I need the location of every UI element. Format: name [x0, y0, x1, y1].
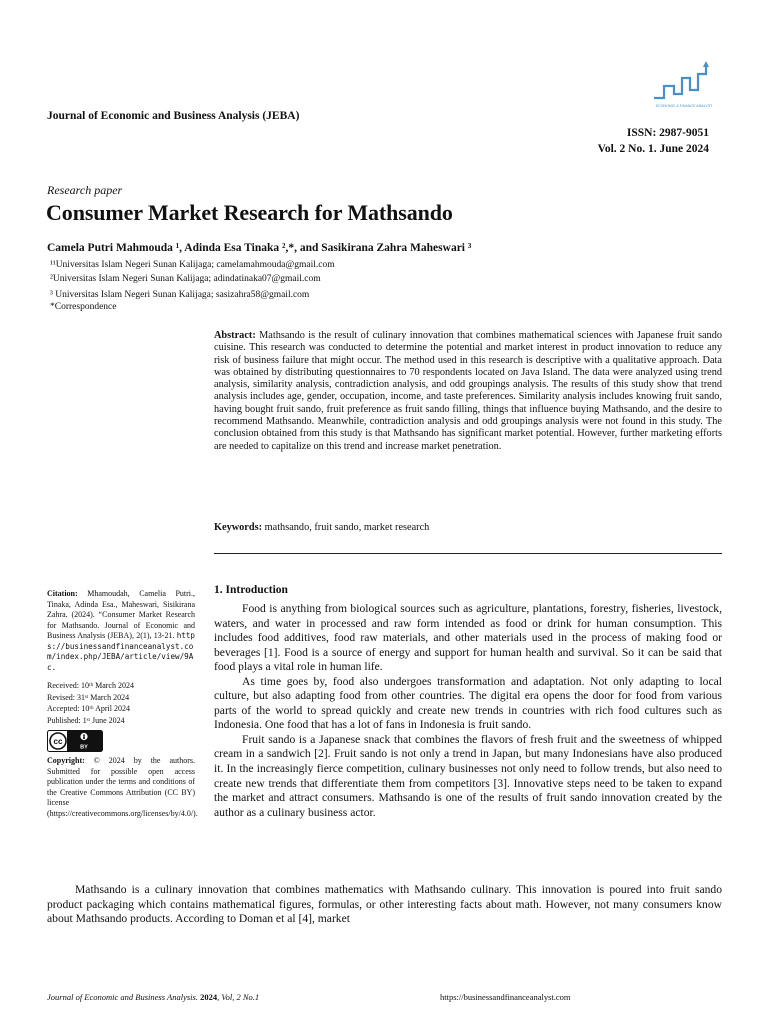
volume-issue: Vol. 2 No. 1. June 2024 [597, 143, 709, 155]
keywords [214, 522, 722, 533]
abstract-label: Abstract: [214, 330, 256, 341]
paragraph-2: As time goes by, food also undergoes transformation and adaptation. Not only adapting to local culture, but also adapting food from other countries. The digital era opens the door for food from various parts of the world to spread quickly and create new trends in countries with rich food cultures such as Indonesia. One food that has a lot of fans in Indonesia is fruit sando. [214, 674, 722, 732]
article-type: Research paper [47, 183, 123, 197]
abstract [214, 330, 722, 453]
published-date: Published: 1ˢᵗ June 2024 [47, 715, 125, 725]
copyright-label: Copyright: [47, 756, 85, 765]
cc-by-license-icon[interactable] [47, 730, 103, 752]
citation-link[interactable]: https://businessandfinanceanalyst.com/index.php/JEBA/article/view/9Ac. [47, 631, 195, 672]
citation-text: Mhamoudah, Camelia Putri., Tinaka, Adinda Esa., Maheswari, Sisikirana Zahra. (2024). “Consumer Market Research for Mathsando. Journal of Economic and Business Analysis (JEBA), 2(1), 13-21. [47, 589, 195, 640]
logo-caption: ECONOMIC & FINANCE ANALYST [655, 104, 713, 108]
paragraph-1: Food is anything from biological sources such as agriculture, plantations, forestry, fisheries, livestock, waters, and water in processed and raw form intended as food or drink for human consumption. This includes food additives, food raw materials, and other materials used in the process of making food or beverages [1]. Food is a source of energy and support for human health and survival. So it can be said that food plays a vital role in human life. [214, 602, 722, 674]
footer-journal: Journal of Economic and Business Analysis. [47, 992, 198, 1002]
journal-name: Journal of Economic and Business Analysis (JEBA) [47, 110, 300, 122]
article-dates [47, 680, 195, 726]
cc-by-text: BY [80, 744, 88, 751]
correspondence-note: *Correspondence [50, 302, 117, 312]
svg-text:cc: cc [53, 737, 63, 746]
body-text [214, 602, 722, 820]
abstract-text: Mathsando is the result of culinary innovation that combines mathematical sciences with Japanese fruit sando cuisine. This research was conducted to determine the potential and market interest in product innovation to reduce any risk of business failure that might occur. The method used in this research is descriptive with a qualitative approach. Data was obtained by distributing questionnaires to 70 respondents located on Java Island. The data were analyzed using trend analysis, similarity analysis, contradiction analysis, and odd groupings analysis. The results of this study show that trend analysis includes age, gender, occupation, income, and taste preferences. Similarity analysis includes knowing fruit sando, having bought fruit sando, fruit preference as fruit sando filling, things that influence buying Mathsando, and the desire to recommend Mathsando. Meanwhile, contradiction analysis and odd groupings analysis were not found in this study. The conclusion obtained from this study is that Mathsando has significant market potential. However, further marketing efforts are needed to capitalize on this trend and increase market penetration. [214, 330, 722, 452]
authors: Camela Putri Mahmouda ¹, Adinda Esa Tinaka ²,*, and Sasikirana Zahra Maheswari ³ [47, 242, 472, 254]
keywords-text: mathsando, fruit sando, market research [262, 522, 430, 533]
copyright [47, 756, 198, 819]
footer-year: 2024 [197, 992, 218, 1002]
revised-date: Revised: 31ˢᵗ March 2024 [47, 692, 130, 702]
paper-title: Consumer Market Research for Mathsando [46, 200, 453, 225]
issn: ISSN: 2987-9051 [626, 127, 709, 139]
received-date: Received: 10ᵗʰ March 2024 [47, 681, 134, 690]
footer-volume: , Vol, 2 No.1 [217, 992, 260, 1002]
affiliation-3: ³ Universitas Islam Negeri Sunan Kalijaga; sasizahra58@gmail.com [50, 290, 310, 300]
keywords-label: Keywords: [214, 522, 263, 533]
paragraph-4: Mathsando is a culinary innovation that combines mathematics with Mathsando culinary. This innovation is poured into fruit sando product packaging which contains mathematical figures, formulas, or other interesting facts about math. However, not many consumers know about Mathsando products. According to Doman et al [4], market [47, 883, 722, 926]
paragraph-3: Fruit sando is a Japanese snack that combines the flavors of fresh fruit and the sweetness of whipped cream in a sandwich [2]. Fruit sando is not only a trend in Japan, but many Indonesians have also produced it. In the increasingly fierce competition, culinary businesses not only need to follow trends, but also need to create new trends that differentiate them from competitors [3]. Innovative steps need to be taken to expand the market and attract consumers. Mathsando is one of the results of fruit sando innovation created by the author as a culinary business actor. [214, 732, 722, 819]
citation [47, 589, 195, 673]
accepted-date: Accepted: 10ᵗʰ April 2024 [47, 704, 130, 713]
section-heading: 1. Introduction [214, 584, 288, 596]
citation-label: Citation: [47, 589, 78, 598]
footer-url[interactable]: https://businessandfinanceanalyst.com [440, 992, 571, 1002]
journal-logo-icon [650, 60, 718, 112]
affiliation-2: ²Universitas Islam Negeri Sunan Kalijaga; adindatinaka07@gmail.com [50, 274, 321, 284]
article-sidebar [47, 589, 198, 819]
abstract-divider [214, 553, 722, 554]
footer-citation [47, 992, 259, 1002]
affiliation-1: ¹¹Universitas Islam Negeri Sunan Kalijaga; camelamahmouda@gmail.com [50, 260, 335, 270]
copyright-text: © 2024 by the authors. Submitted for possible open access publication under the terms and conditions of the Creative Commons Attribution (CC BY) license (https://creativecommons.org/licenses/by/4.0/). [47, 756, 198, 818]
